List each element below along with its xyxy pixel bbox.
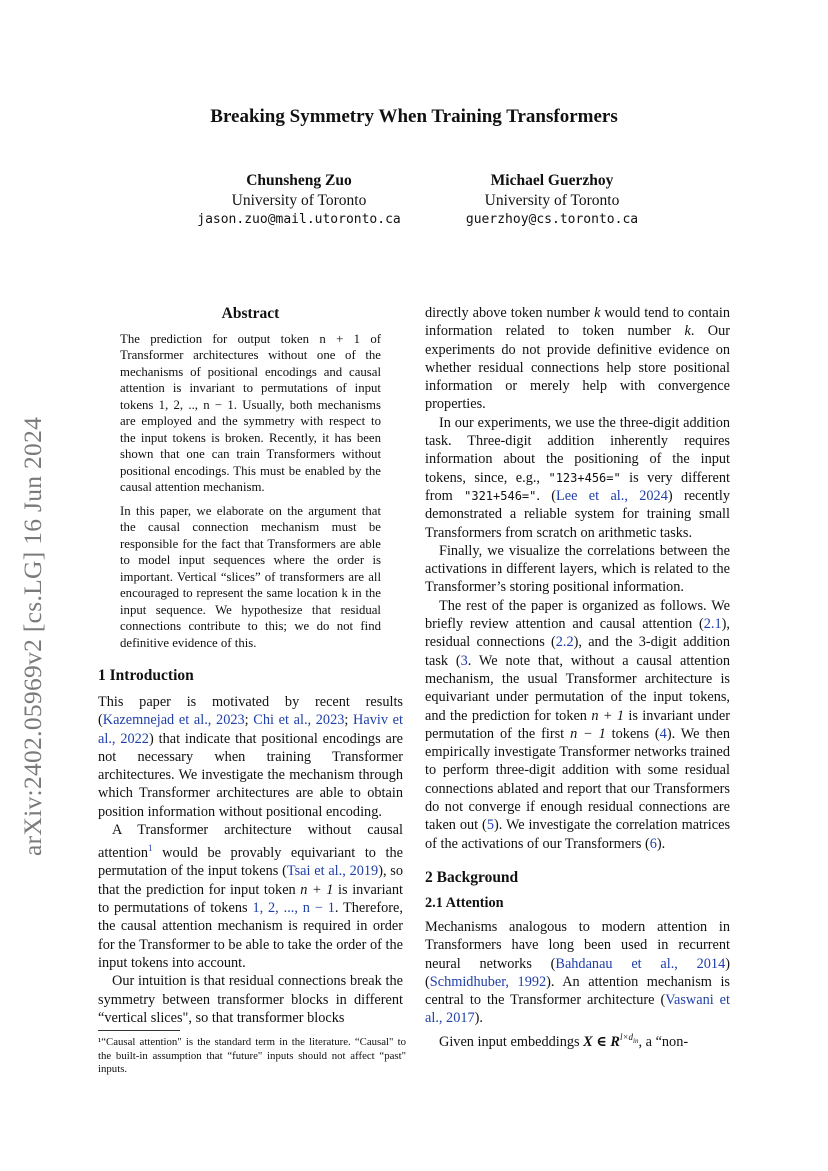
citation-link[interactable]: Chi et al., 2023 bbox=[253, 712, 345, 729]
intro-paragraph-1: This paper is motivated by recent results (Kazemnejad et al., 2023; Chi et al., 2023; Haviv et al., 2022) that indicate that positional encodings are not necessary when training Transformer architectures. We investigate the mechanism through which Transformer architectures are able to obtain position information without positional encoding. bbox=[98, 694, 403, 820]
citation-link[interactable]: Kazemnejad et al., 2023 bbox=[102, 712, 245, 729]
right-column bbox=[425, 304, 730, 1051]
right-paragraph-5: Mechanisms analogous to modern attention in Transformers have long been used in recurrent neural networks (Bahdanau et al., 2014) (Schmidhuber, 1992). An attention mechanism is central to the Transformer architecture (Vaswani et al., 2017). bbox=[425, 918, 730, 1027]
intro-paragraph-3: Our intuition is that residual connections break the symmetry between transformer blocks in different “vertical slices", so that transformer blocks bbox=[98, 973, 403, 1026]
author-name: Michael Guerzhoy bbox=[490, 172, 614, 189]
section-ref-link[interactable]: 2.1 bbox=[703, 616, 722, 633]
citation-link[interactable]: Bahdanau et al., 2014 bbox=[555, 955, 726, 972]
section-ref-link[interactable]: 6 bbox=[649, 835, 657, 852]
abstract-paragraph-2: In this paper, we elaborate on the argument that the causal connection mechanism must be responsible for the fact that Transformers are able to model input sequences where the order is important. Vertical “slices” of transformers are all encouraged to represent the same location k in the input sequence. We hypothesize that residual connections contribute to this; we do not find definitive evidence of this. bbox=[120, 503, 381, 650]
citation-link[interactable]: Vaswani et al., 2017 bbox=[425, 992, 730, 1027]
left-column bbox=[98, 306, 403, 1027]
subsection-heading-attention: 2.1 Attention bbox=[425, 894, 504, 911]
abstract-heading: Abstract bbox=[221, 305, 280, 322]
author-name: Chunsheng Zuo bbox=[246, 172, 352, 189]
footnote: ¹“Causal attention" is the standard term in the literature. “Causal" to the built-in assumption that “future" inputs should not affect “past" inputs. bbox=[98, 1036, 406, 1075]
section-ref-link[interactable]: 3 bbox=[460, 652, 468, 669]
abstract-paragraph-1: The prediction for output token n + 1 of Transformer architectures without one of the mechanisms of positional encodings and causal attention is invariant to permutations of input tokens 1, 2, .., n − 1. Usually, both mechanisms are employed and the symmetry with respect to the input tokens is broken. Recently, it has been shown that one can train Transformers without positional encodings. This must be enabled by the causal attention mechanism. bbox=[120, 331, 381, 494]
right-paragraph-4: The rest of the paper is organized as follows. We briefly review attention and causal attention (2.1), residual connections (2.2), and the 3-digit addition task (3. We note that, without a causal attention mechanism, the usual Transformer architecture is equivariant under permutation of the input tokens, and the prediction for token n + 1 is invariant under permutation of the first n − 1 tokens (4). We then empirically investigate Transformer networks trained to perform three-digit addition with some residual connections ablated and report that our Transformers do not converge if enough residual connections are taken out (5). We investigate the correlation matrices of the activations of our Transformers (6). bbox=[425, 597, 731, 852]
citation-link[interactable]: Tsai et al., 2019 bbox=[286, 863, 379, 880]
author-2 bbox=[402, 171, 702, 230]
right-paragraph-1: directly above token number k would tend to contain information related to token number k. Our experiments do not provide definitive evidence on whether residual connections help store positional information or merely help with convergence properties. bbox=[425, 305, 730, 413]
right-paragraph-2: In our experiments, we use the three-digit addition task. Three-digit addition inherently requires information about the positioning of the input tokens, since, e.g., "123+456=" is very different from "321+546=". (Lee et al., 2024) recently demonstrated a reliable system for training small Transformers from scratch on arithmetic tasks. bbox=[425, 414, 731, 541]
section-heading-introduction: 1 Introduction bbox=[98, 667, 194, 684]
section-heading-background: 2 Background bbox=[425, 868, 519, 886]
author-affiliation: University of Toronto bbox=[484, 191, 620, 209]
right-paragraph-6: Given input embeddings X ∈ $R^{l\times d_{in}}$, a “non- bbox=[439, 1031, 689, 1050]
right-paragraph-3: Finally, we visualize the correlations between the activations in different layers, which is related to the Transformer’s storing positional information. bbox=[425, 542, 730, 596]
section-ref-link[interactable]: 5 bbox=[486, 817, 494, 834]
arxiv-identifier: arXiv:2402.05969v2 [cs.LG] 16 Jun 2024 bbox=[18, 416, 47, 856]
citation-link[interactable]: Lee et al., 2024 bbox=[556, 487, 668, 504]
abstract bbox=[98, 306, 403, 651]
author-affiliation: University of Toronto bbox=[231, 191, 367, 209]
paper-title: Breaking Symmetry When Training Transformers bbox=[210, 106, 618, 127]
section-ref-link[interactable]: 2.2 bbox=[555, 634, 574, 651]
citation-link[interactable]: Haviv et al., 2022 bbox=[98, 712, 403, 747]
citation-link[interactable]: Schmidhuber, 1992 bbox=[429, 973, 547, 990]
intro-paragraph-2: A Transformer architecture without causal attention$^1$ would be provably equivariant to the permutation of the input tokens (Tsai et al., 2019), so that the prediction for input token n + 1 is invariant to permutations of tokens 1, 2, ..., n − 1. Therefore, the causal attention mechanism is required in order for the Transformer to be able to take the order of the input tokens into account. bbox=[98, 822, 404, 971]
footnote-rule bbox=[98, 1030, 180, 1031]
footnote-marker[interactable]: 1 bbox=[148, 843, 153, 854]
author-email: jason.zuo@mail.utoronto.ca bbox=[197, 212, 401, 227]
section-ref-link[interactable]: 4 bbox=[659, 725, 667, 742]
arxiv-sidebar bbox=[14, 366, 50, 866]
author-email: guerzhoy@cs.toronto.ca bbox=[465, 212, 639, 227]
